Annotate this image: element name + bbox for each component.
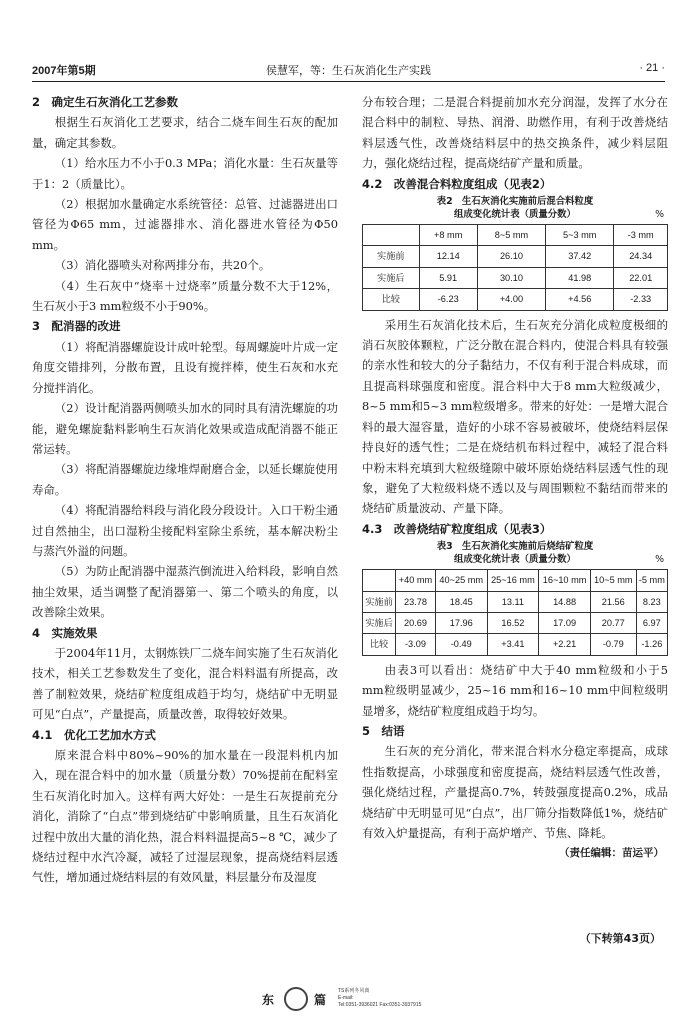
section-5-heading: 5 结语 xyxy=(362,723,405,738)
section-4-2-heading: 4.2 改善混合料粒度组成（见表2） xyxy=(362,176,552,191)
table-cell: 18.45 xyxy=(435,591,487,612)
company-logo-icon xyxy=(284,987,308,1011)
paragraph: （2）根据加水量确定水系统管径：总管、过滤器进出口管径为Φ65 mm，过滤器排水、消化器进水管径为Φ50 mm。 xyxy=(32,197,338,252)
header-rule xyxy=(32,81,665,82)
table-cell: 24.34 xyxy=(614,246,668,267)
left-column xyxy=(32,92,338,888)
table-row xyxy=(363,246,668,267)
table-cell: 20.77 xyxy=(590,612,636,633)
header-cell: 10~5 mm xyxy=(590,570,636,591)
paragraph: 根据生石灰消化工艺要求，结合二烧车间生石灰的配加量，确定其参数。 xyxy=(32,115,338,150)
table-header-row xyxy=(363,570,668,591)
paragraph: 采用生石灰消化技术后，生石灰充分消化成粒度极细的消石灰胶体颗粒，广泛分散在混合料内，使混合料具有较强的亲水性和较大的分子黏结力，不仅有利于混合料成球，而且提高料球强度和密度。混合料中大于8 mm大粒级减少，8~5 mm和5~3 mm粒级增多。带来的好处：一是增大混合料的最大湿容量，造好的小球不容易被破坏，使烧结料层保持良好的透气性；二是在烧结机布料过程中，减轻了混合料中粉末料充填到大粒级缝隙中破坏原始烧结料层透气性的现象，避免了大粒级料烧不透以及与周围颗粒不黏结而带来的烧结矿质量波动、产量下降。 xyxy=(362,317,668,516)
right-column xyxy=(362,92,668,864)
paragraph-continued: 分布较合理；二是混合料提前加水充分润湿，发挥了水分在混合料中的制粒、导热、润滑、助燃作用，有利于改善烧结料层透气性，改善烧结料层中的热交换条件，减少料层阻力，强化烧结过程，提高烧结矿产量和质量。 xyxy=(362,95,668,171)
paragraph: （1）将配消器螺旋设计成叶轮型。每周螺旋叶片成一定角度交错排列，分散布置，且设有搅拌棒，使生石灰和水充分搅拌消化。 xyxy=(32,339,338,395)
table-cell: 12.14 xyxy=(419,246,477,267)
footer-contact xyxy=(338,988,421,1009)
header-cell: 5~3 mm xyxy=(546,225,614,246)
paragraph: （3）将配消器螺旋边缘堆焊耐磨合金，以延长螺旋使用寿命。 xyxy=(32,462,338,497)
caption-line: 组成变化统计表（质量分数） xyxy=(454,209,576,221)
table-cell: 17.96 xyxy=(435,612,487,633)
table-cell: 17.09 xyxy=(539,612,591,633)
paragraph: （4）生石灰中“烧率＋过烧率”质量分数不大于12%，生石灰小于3 mm粒级不小于90%。 xyxy=(32,278,338,314)
table-cell: 41.98 xyxy=(546,267,614,288)
responsible-editor: （责任编辑：苗运平） xyxy=(559,847,664,860)
table-row xyxy=(363,612,668,633)
header-cell: 8~5 mm xyxy=(477,225,545,246)
table-2-caption xyxy=(362,195,668,221)
table-cell: 实施后 xyxy=(363,612,396,633)
table-cell: -0.79 xyxy=(590,634,636,655)
running-title: 侯慧军，等：生石灰消化生产实践 xyxy=(266,64,431,77)
header-cell: +8 mm xyxy=(419,225,477,246)
table-3 xyxy=(362,569,668,656)
table-cell: 23.78 xyxy=(396,591,436,612)
header-cell: +40 mm xyxy=(396,570,436,591)
paragraph: （5）为防止配消器中湿蒸汽倒流进入给料段，影响自然抽尘效果，适当调整了配消器第一、第二个喷头的角度，以改善除尘效果。 xyxy=(32,564,338,620)
table-cell: 22.01 xyxy=(614,267,668,288)
header-cell: 16~10 mm xyxy=(539,570,591,591)
paragraph: （4）将配消器给料段与消化段分段设计。入口干粉尘通过自然抽尘，出口湿粉尘接配料室除尘系统，基本解决粉尘与蒸汽外溢的问题。 xyxy=(32,503,338,558)
header-cell: 40~25 mm xyxy=(435,570,487,591)
table-cell: 实施后 xyxy=(363,267,420,288)
table-3-caption xyxy=(362,540,668,566)
table-cell: 13.11 xyxy=(487,591,539,612)
running-header xyxy=(32,62,665,80)
table-unit: % xyxy=(655,209,664,221)
section-2-heading: 2 确定生石灰消化工艺参数 xyxy=(32,95,179,109)
header-cell xyxy=(363,225,420,246)
table-cell: 30.10 xyxy=(477,267,545,288)
table-2 xyxy=(362,224,668,311)
header-cell xyxy=(363,570,396,591)
section-4-3-heading: 4.3 改善烧结矿粒度组成（见表3） xyxy=(362,521,552,536)
table-cell: 实施前 xyxy=(363,246,420,267)
table-cell: 20.69 xyxy=(396,612,436,633)
table-header-row xyxy=(363,225,668,246)
paragraph: （3）消化器喷头对称两排分布，共20个。 xyxy=(54,258,271,273)
table-cell: 37.42 xyxy=(546,246,614,267)
table-cell: 比较 xyxy=(363,289,420,310)
continued-note: （下转第43页） xyxy=(579,932,661,945)
table-row xyxy=(363,591,668,612)
table-cell: +2.21 xyxy=(539,634,591,655)
footer-char-left: 东 xyxy=(262,993,275,1007)
caption-line: 组成变化统计表（质量分数） xyxy=(454,554,576,566)
table-cell: 16.52 xyxy=(487,612,539,633)
caption-line: 表3 生石灰消化实施前后烧结矿粒度 xyxy=(436,541,594,553)
table-cell: -1.26 xyxy=(636,634,667,655)
table-cell: 8.23 xyxy=(636,591,667,612)
table-cell: 14.88 xyxy=(539,591,591,612)
paragraph: （2）设计配消器两侧喷头加水的同时具有清洗螺旋的功能，避免螺旋黏料影响生石灰消化效果或造成配消器不能正常运转。 xyxy=(32,401,338,456)
header-cell: -3 mm xyxy=(614,225,668,246)
table-row xyxy=(363,634,668,655)
table-cell: -3.09 xyxy=(396,634,436,655)
table-cell: +4.00 xyxy=(477,289,545,310)
paragraph: 由表3可以看出：烧结矿中大于40 mm粒级和小于5 mm粒级明显减少，25~16 mm和16~10 mm中间粒级明显增多，烧结矿粒度组成趋于均匀。 xyxy=(362,662,668,718)
table-cell: -6.23 xyxy=(419,289,477,310)
table-cell: -2.33 xyxy=(614,289,668,310)
paragraph: 于2004年11月，太钢炼铁厂二烧车间实施了生石灰消化技术，相关工艺参数发生了变化，混合料料温有所提高，改善了制粒效果，烧结矿粒度组成趋于均匀，烧结矿中无明显可见“白点”，产量提高，质量改善，取得较好效果。 xyxy=(32,645,338,722)
paragraph: 原来混合料中80%~90%的加水量在一段混料机内加入，现在混合料中的加水量（质量分数）70%提前在配料室生石灰消化时加入。这样有两大好处：一是生石灰提前充分消化，消除了“白点”带到烧结矿中影响质量，且生石灰消化过程中放出大量的消化热，混合料料温提高5~8 ℃，减少了烧结过程中水汽冷凝，减轻了过湿层现象，提高烧结料层透气性，增加通过烧结料层的有效风量，料层量分布及湿度 xyxy=(32,748,338,885)
table-row xyxy=(363,267,668,288)
paragraph: 生石灰的充分消化，带来混合料水分稳定率提高，成球性指数提高，小球强度和密度提高，烧结料层透气性改善，强化烧结过程，产量提高0.7%，转鼓强度提高0.2%，成品烧结矿中无明显可见“白点”，出厂筛分指数降低1%，烧结矿有效入炉量提高，有利于高炉增产、节焦、降耗。 xyxy=(362,744,668,840)
paragraph: （1）给水压力不小于0.3 MPa；消化水量：生石灰量等于1：2（质量比）。 xyxy=(32,156,338,191)
header-cell: 25~16 mm xyxy=(487,570,539,591)
section-4-heading: 4 实施效果 xyxy=(32,625,98,640)
table-cell: -0.49 xyxy=(435,634,487,655)
footer-line: Tel:0351-3936021 Fax:0351-3937915 xyxy=(338,1002,422,1008)
table-unit: % xyxy=(655,554,664,566)
footer-char-right: 篇 xyxy=(314,993,327,1007)
caption-line: 表2 生石灰消化实施前后混合料粒度 xyxy=(436,196,594,208)
table-cell: 21.56 xyxy=(590,591,636,612)
table-cell: 比较 xyxy=(363,634,396,655)
header-cell: -5 mm xyxy=(636,570,667,591)
journal-issue: 2007年第5期 xyxy=(32,65,96,77)
table-cell: 26.10 xyxy=(477,246,545,267)
footer-line: TS系列冬风离 xyxy=(338,988,370,994)
table-cell: +4.56 xyxy=(546,289,614,310)
footer-ad xyxy=(0,987,697,1011)
page-number: · 21 · xyxy=(639,62,665,74)
table-row xyxy=(363,289,668,310)
table-cell: 6.97 xyxy=(636,612,667,633)
table-cell: 实施前 xyxy=(363,591,396,612)
section-3-heading: 3 配消器的改进 xyxy=(32,319,121,334)
table-cell: 5.91 xyxy=(419,267,477,288)
table-cell: +3.41 xyxy=(487,634,539,655)
section-4-1-heading: 4.1 优化工艺加水方式 xyxy=(32,727,156,742)
footer-line: E-mail: xyxy=(338,995,354,1001)
